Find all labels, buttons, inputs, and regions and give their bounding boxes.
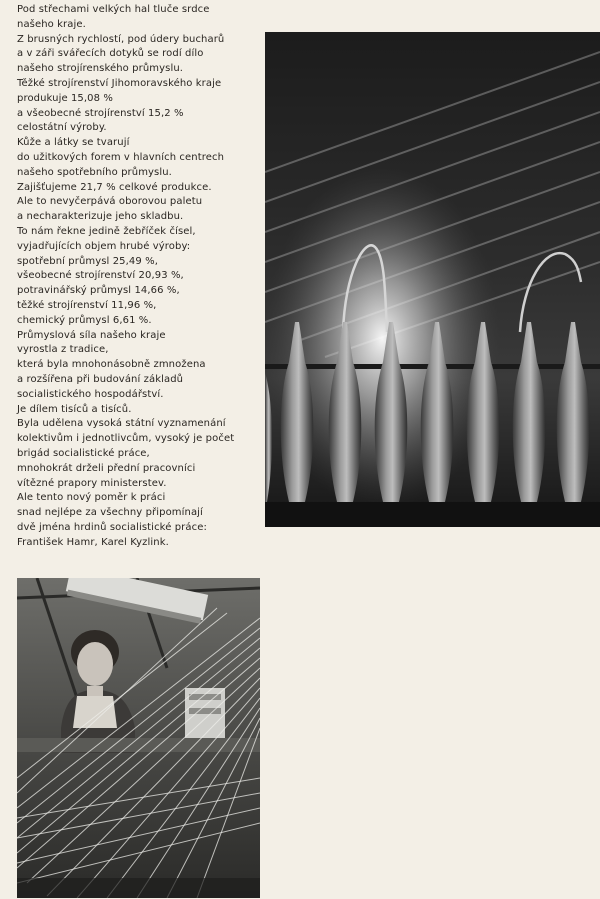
textile-worker-image [17,578,260,898]
text-line: celostátní výroby. [17,122,107,134]
text-line: dvě jména hrdinů socialistické práce: [17,521,207,533]
text-line: Z brusných rychlostí, pod údery bucharů [17,33,225,45]
spindles-image [265,32,600,527]
text-line: vyjadřujících objem hrubé výroby: [17,240,191,252]
text-line: všeobecné strojírenství 20,93 %, [17,270,184,282]
text-line: do užitkových forem v hlavních centrech [17,151,225,163]
text-line: a rozšířena při budování základů [17,373,184,385]
text-line: těžké strojírenství 11,96 %, [17,299,157,311]
textile-worker-photo [17,578,260,898]
text-line: produkuje 15,08 % [17,92,113,104]
text-line: Pod střechami velkých hal tluče srdce [17,4,210,15]
text-line: chemický průmysl 6,61 %. [17,314,152,326]
text-line: Zajišťujeme 21,7 % celkové produkce. [17,181,212,193]
text-line: snad nejlépe za všechny připomínají [17,507,203,519]
spindles-photo [265,32,600,527]
text-line: našeho spotřebního průmyslu. [17,166,172,178]
text-line: Ale to nevyčerpává oborovou paletu [17,196,203,208]
text-line: našeho strojírenského průmyslu. [17,63,184,75]
text-line: Je dílem tisíců a tisíců. [17,403,132,415]
text-line: socialistického hospodářství. [17,388,164,400]
article-text [17,3,257,550]
text-line: a v záři svářecích dotyků se rodí dílo [17,48,204,60]
text-line: Těžké strojírenství Jihomoravského kraje [17,77,222,89]
text-line: To nám řekne jedině žebříček čísel, [17,225,196,237]
text-line: našeho kraje. [17,18,86,30]
text-line: brigád socialistické práce, [17,447,150,459]
text-line: a necharakterizuje jeho skladbu. [17,211,184,223]
text-line: vítězné prapory ministerstev. [17,477,167,489]
text-line: Kůže a látky se tvarují [17,137,130,149]
text-line: potravinářský průmysl 14,66 %, [17,285,180,297]
text-line: kolektivům i jednotlivcům, vysoký je počet [17,433,235,445]
text-line: Průmyslová síla našeho kraje [17,329,166,341]
text-line: mnohokrát drželi přední pracovníci [17,462,196,474]
text-line: která byla mnohonásobně zmnožena [17,359,206,371]
text-line: František Hamr, Karel Kyzlink. [17,536,169,548]
text-line: vyrostla z tradice, [17,344,109,356]
text-line: Byla udělena vysoká státní vyznamenání [17,418,226,430]
text-line: spotřební průmysl 25,49 %, [17,255,158,267]
text-line: Ale tento nový poměr k práci [17,492,166,504]
text-line: a všeobecné strojírenství 15,2 % [17,107,184,119]
